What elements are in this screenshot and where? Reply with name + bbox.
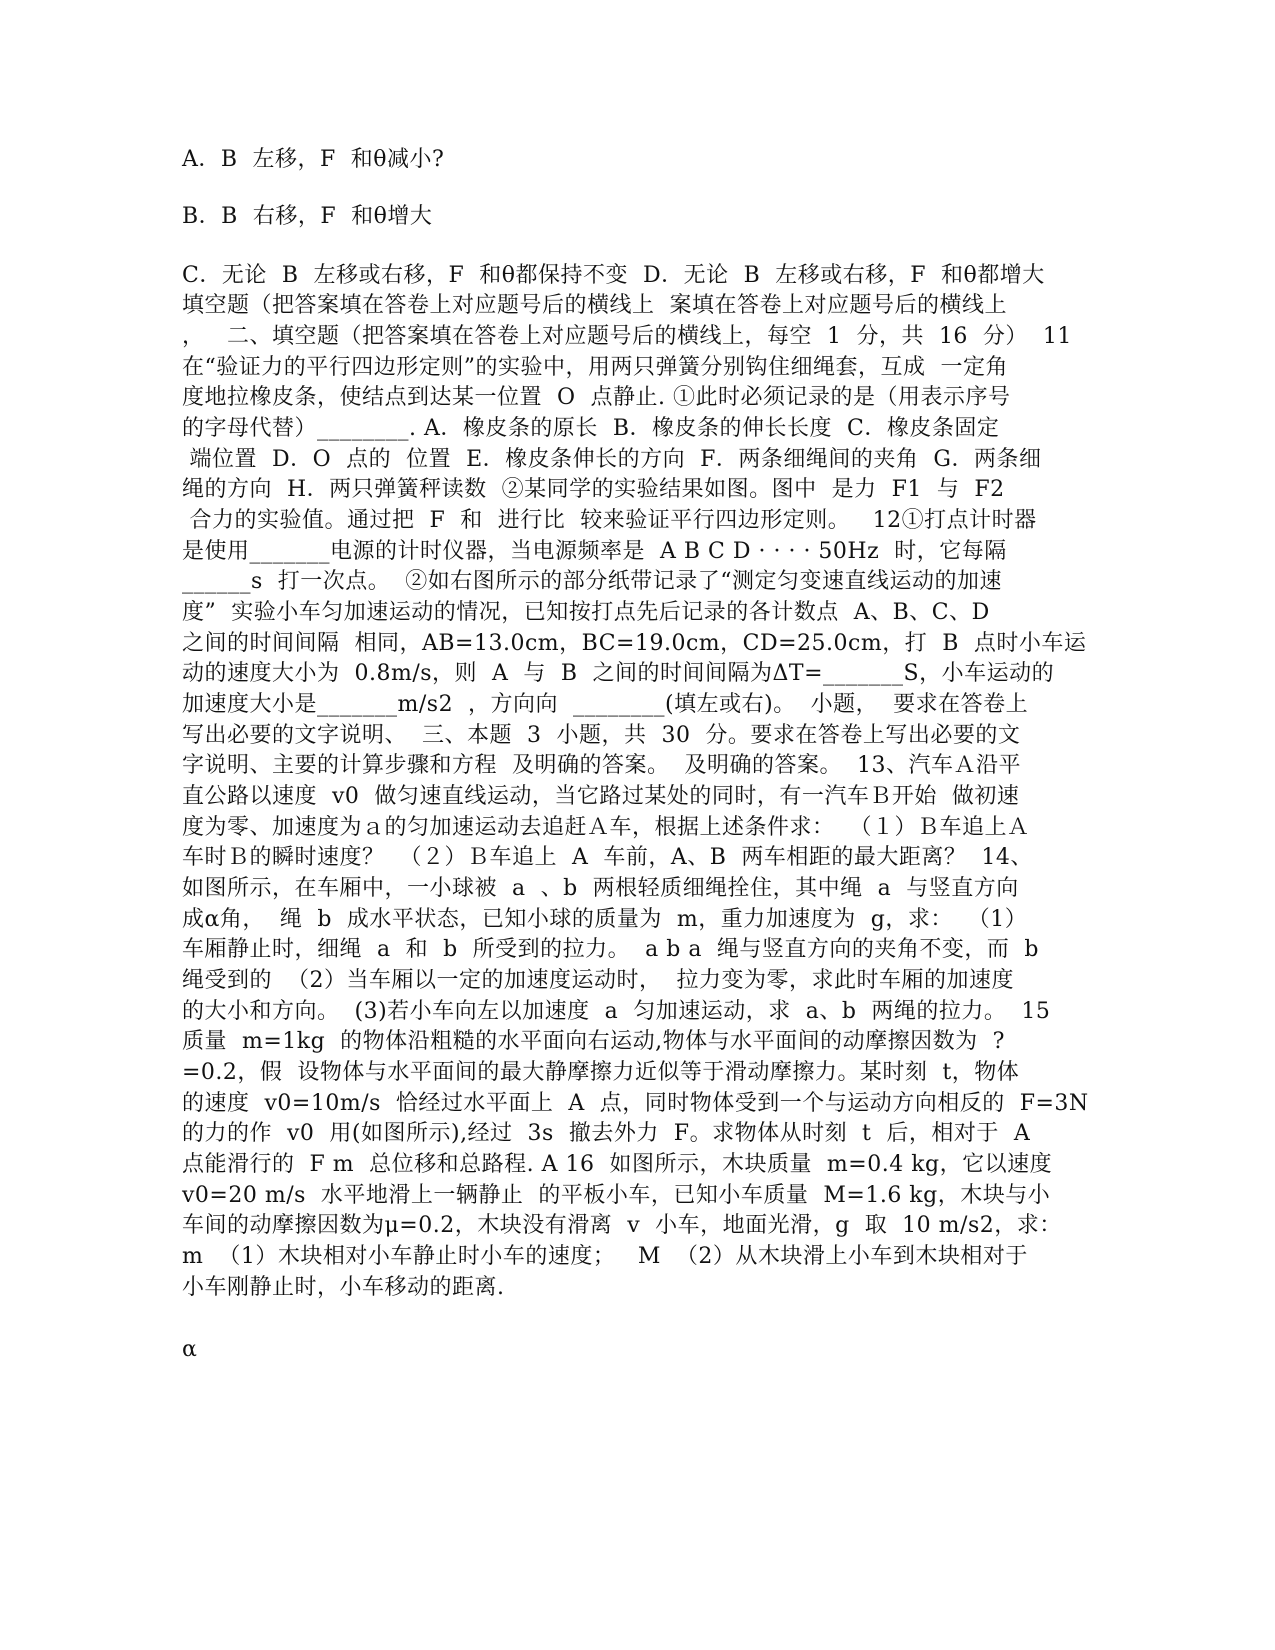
text-line: 直公路以速度 v0 做匀速直线运动，当它路过某处的同时，有一汽车Ｂ开始 做初速 [182,784,1020,809]
text-line: 度为零、加速度为ａ的匀加速运动去追赶Ａ车，根据上述条件求： （１）Ｂ车追上Ａ [182,815,1030,840]
text-line: =0.2，假 设物体与水平面间的最大静摩擦力近似等于滑动摩擦力。某时刻 t，物体 [182,1060,1020,1085]
option-a-line: A．B 左移，F 和θ减小? [182,147,445,172]
text-line: 在“验证力的平行四边形定则”的实验中，用两只弹簧分别钩住细绳套，互成 一定角 [182,355,1008,380]
text-line: 车间的动摩擦因数为μ=0.2，木块没有滑离 v 小车，地面光滑，g 取 10 m/s2，求： [182,1213,1062,1238]
text-line: 绳的方向 H．两只弹簧秤读数 ②某同学的实验结果如图。图中 是力 F1 与 F2 [182,477,1005,502]
text-line: m （1）木块相对小车静止时小车的速度； M （2）从木块滑上小车到木块相对于 [182,1244,1028,1269]
text-line: 车厢静止时，细绳 a 和 b 所受到的拉力。 a b a 绳与竖直方向的夹角不变，而 b [182,937,1039,962]
text-line: 的大小和方向。 (3)若小车向左以加速度 a 匀加速运动，求 a、b 两绳的拉力。 15 [182,999,1051,1024]
text-line: 成α角， 绳 b 成水平状态，已知小球的质量为 m，重力加速度为 g，求： （1） [182,907,1028,932]
text-line: 加速度大小是_______m/s2 ，方向向 ________(填左或右)。 小题， 要求在答卷上 [182,692,1029,717]
text-line: 填空题（把答案填在答卷上对应题号后的横线上 案填在答卷上对应题号后的横线上 [182,293,1007,318]
text-line: 如图所示，在车厢中，一小球被 a 、b 两根轻质细绳拴住，其中绳 a 与竖直方向 [182,876,1019,901]
text-line: 合力的实验值。通过把 F 和 进行比 较来验证平行四边形定则。 12①打点计时器 [182,508,1037,533]
option-cd-line: C．无论 B 左移或右移，F 和θ都保持不变 D．无论 B 左移或右移，F 和θ都增大 [182,263,1045,288]
text-line: 字说明、主要的计算步骤和方程 及明确的答案。 及明确的答案。 13、汽车Ａ沿平 [182,753,1021,778]
text-line: 的速度 v0=10m/s 恰经过水平面上 A 点，同时物体受到一个与运动方向相反的 F=3N [182,1091,1089,1116]
text-line: 写出必要的文字说明、 三、本题 3 小题，共 30 分。要求在答卷上写出必要的文 [182,723,1021,748]
text-line: 之间的时间间隔 相同，AB=13.0cm，BC=19.0cm，CD=25.0cm，打 B 点时小车运 [182,631,1087,656]
alpha-label: α [182,1337,198,1362]
text-line: ， 二、填空题（把答案填在答卷上对应题号后的横线上，每空 1 分，共 16 分） 11 [182,324,1072,349]
text-line: 是使用_______电源的计时仪器，当电源频率是 A B C D · · · · 50Hz 时，它每隔 [182,539,1007,564]
text-line: ______s 打一次点。 ②如右图所示的部分纸带记录了“测定匀变速直线运动的加速 [182,569,1003,594]
text-line: 车时Ｂ的瞬时速度？ （２）Ｂ车追上 A 车前，A、B 两车相距的最大距离？ 14、 [182,845,1033,870]
text-line: 的力的作 v0 用(如图所示),经过 3s 撤去外力 F。求物体从时刻 t 后，相对于 A [182,1121,1031,1146]
text-line: 质量 m=1kg 的物体沿粗糙的水平面向右运动,物体与水平面间的动摩擦因数为 ? [182,1029,1005,1054]
text-line: 度地拉橡皮条，使结点到达某一位置 O 点静止. ①此时必须记录的是（用表示序号 [182,385,1011,410]
text-line: v0=20 m/s 水平地滑上一辆静止 的平板小车，已知小车质量 M=1.6 kg，木块与小 [182,1183,1051,1208]
text-line: 绳受到的 （2）当车厢以一定的加速度运动时， 拉力变为零，求此时车厢的加速度 [182,968,1014,993]
text-line: 点能滑行的 F m 总位移和总路程. A 16 如图所示，木块质量 m=0.4 kg，它以速度 [182,1152,1053,1177]
text-line: 端位置 D．O 点的 位置 E．橡皮条伸长的方向 F．两条细绳间的夹角 G．两条细 [182,447,1042,472]
option-b-line: B．B 右移，F 和θ增大 [182,204,433,229]
text-line: 小车刚静止时，小车移动的距离. [182,1275,505,1300]
text-line: 度” 实验小车匀加速运动的情况，已知按打点先后记录的各计数点 A、B、C、D [182,600,990,625]
text-line: 动的速度大小为 0.8m/s，则 A 与 B 之间的时间间隔为ΔT=_______S，小车运动的 [182,661,1055,686]
text-line: 的字母代替）________. A．橡皮条的原长 B．橡皮条的伸长长度 C．橡皮条固定 [182,416,1000,441]
